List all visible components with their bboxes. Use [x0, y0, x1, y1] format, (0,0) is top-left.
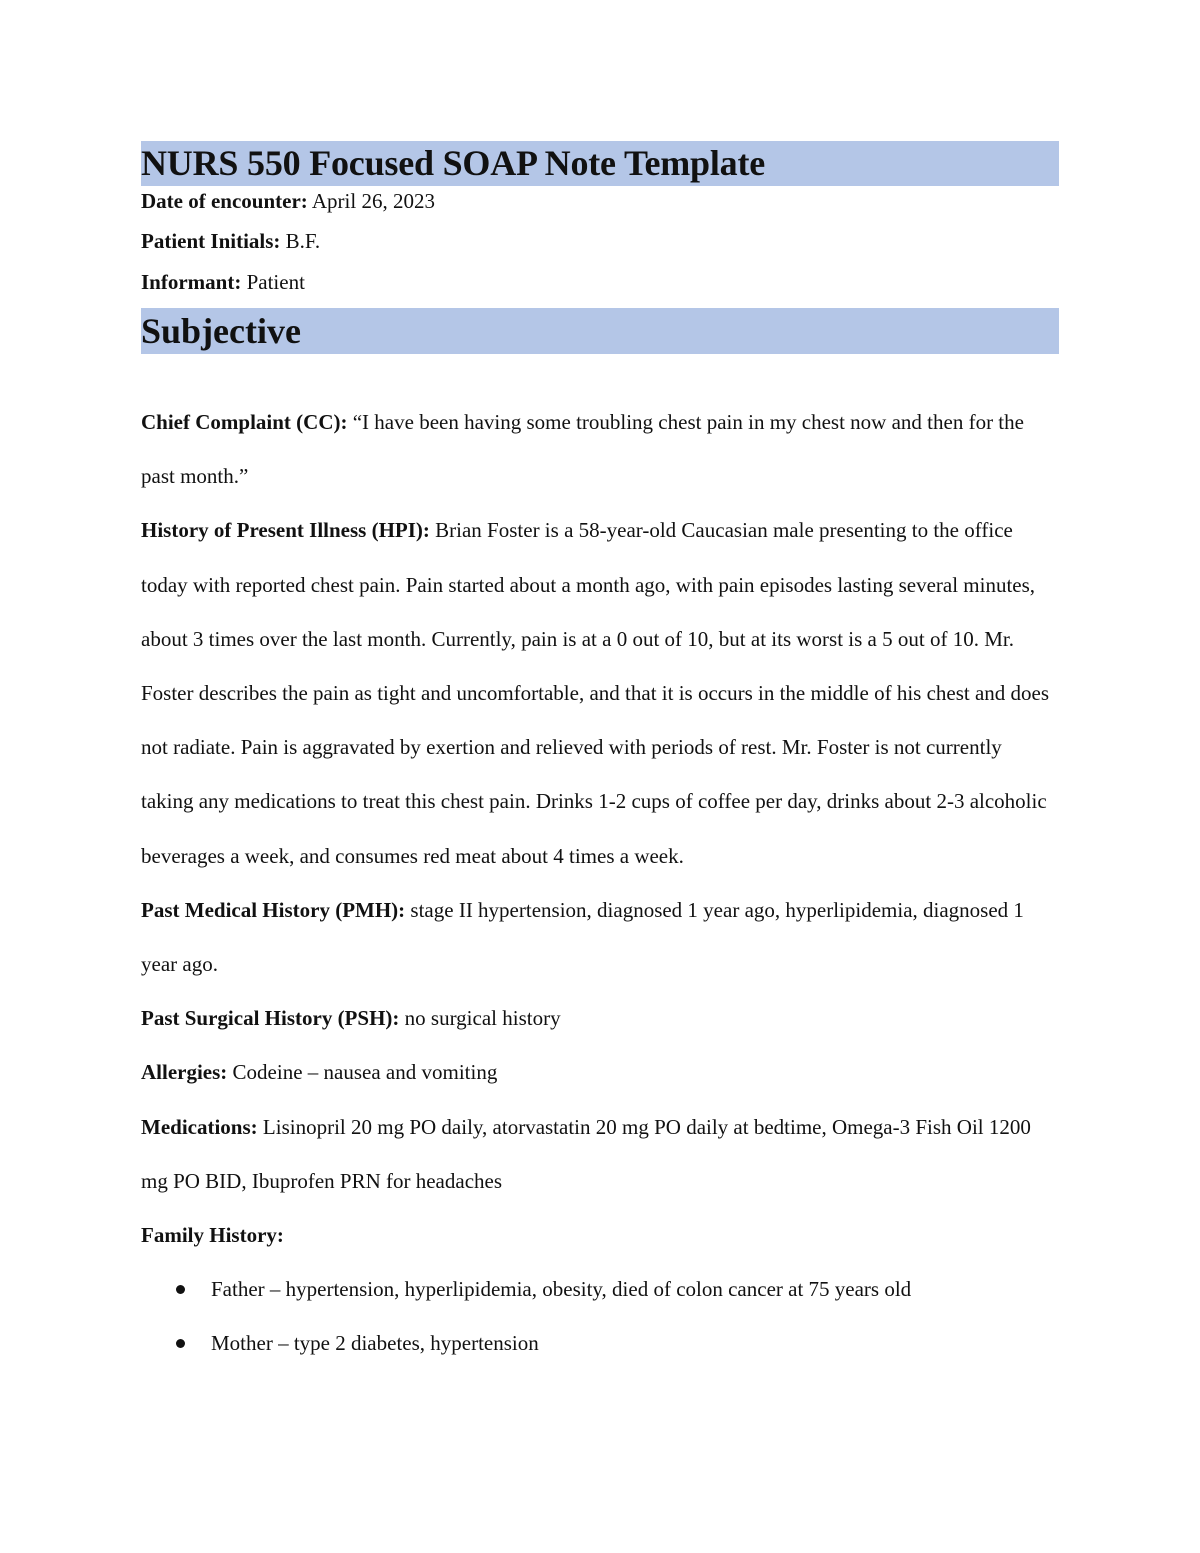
date-of-encounter-line [141, 188, 435, 214]
pmh-label: Past Medical History (PMH): [141, 897, 406, 922]
bullet-icon [176, 1285, 185, 1294]
pmh [141, 883, 1059, 991]
allergies-text: Codeine – nausea and vomiting [232, 1060, 498, 1085]
informant-label: Informant: [141, 270, 242, 294]
title-banner [141, 141, 1059, 186]
psh [141, 991, 1059, 1045]
psh-label: Past Surgical History (PSH): [141, 1006, 400, 1031]
informant-line [141, 269, 305, 295]
family-history-list [141, 1262, 1059, 1370]
family-history-item: Father – hypertension, hyperlipidemia, obesity, died of colon cancer at 75 years old [211, 1277, 912, 1302]
hpi [141, 503, 1059, 882]
bullet-icon [176, 1339, 185, 1348]
family-history [141, 1208, 1059, 1262]
psh-text: no surgical history [404, 1006, 561, 1031]
list-item [141, 1316, 1059, 1370]
initials-value: B.F. [285, 229, 321, 253]
date-label: Date of encounter: [141, 189, 308, 213]
subjective-heading: Subjective [141, 311, 301, 351]
patient-initials-line [141, 228, 320, 254]
initials-label: Patient Initials: [141, 229, 281, 253]
medications-label: Medications: [141, 1114, 258, 1139]
family-history-label: Family History: [141, 1223, 284, 1248]
document-title: NURS 550 Focused SOAP Note Template [141, 143, 766, 183]
cc-text: “I have been having some troubling chest pain in my chest now and then for the past month.” [141, 410, 1024, 489]
list-item [141, 1262, 1059, 1316]
medications-text: Lisinopril 20 mg PO daily, atorvastatin 20 mg PO daily at bedtime, Omega-3 Fish Oil 1200 mg PO BID, Ibuprofen PRN for headaches [141, 1114, 1031, 1193]
chief-complaint [141, 395, 1059, 503]
family-history-item: Mother – type 2 diabetes, hypertension [211, 1331, 539, 1356]
pmh-text: stage II hypertension, diagnosed 1 year ago, hyperlipidemia, diagnosed 1 year ago. [141, 897, 1024, 977]
informant-value: Patient [246, 270, 305, 294]
medications [141, 1100, 1059, 1208]
hpi-text: Brian Foster is a 58-year-old Caucasian male presenting to the office today with reported chest pain. Pain started about a month ago, with pain episodes lasting several minutes, about 3 times over the last month. Currently, pain is at a 0 out of 10, but at its worst is a 5 out of 10. Mr. Foster describes the pain as tight and uncomfortable, and that it is occurs in the middle of his chest and does not radiate. Pain is aggravated by exertion and relieved with periods of rest. Mr. Foster is not currently taking any medications to treat this chest pain. Drinks 1-2 cups of coffee per day, drinks about 2-3 alcoholic beverages a week, and consumes red meat about 4 times a week. [141, 518, 1050, 868]
subjective-banner [141, 308, 1059, 354]
subjective-body [141, 395, 1059, 1371]
hpi-label: History of Present Illness (HPI): [141, 518, 430, 543]
allergies-label: Allergies: [141, 1060, 228, 1085]
allergies [141, 1045, 1059, 1099]
cc-label: Chief Complaint (CC): [141, 410, 348, 434]
date-value: April 26, 2023 [311, 189, 435, 213]
